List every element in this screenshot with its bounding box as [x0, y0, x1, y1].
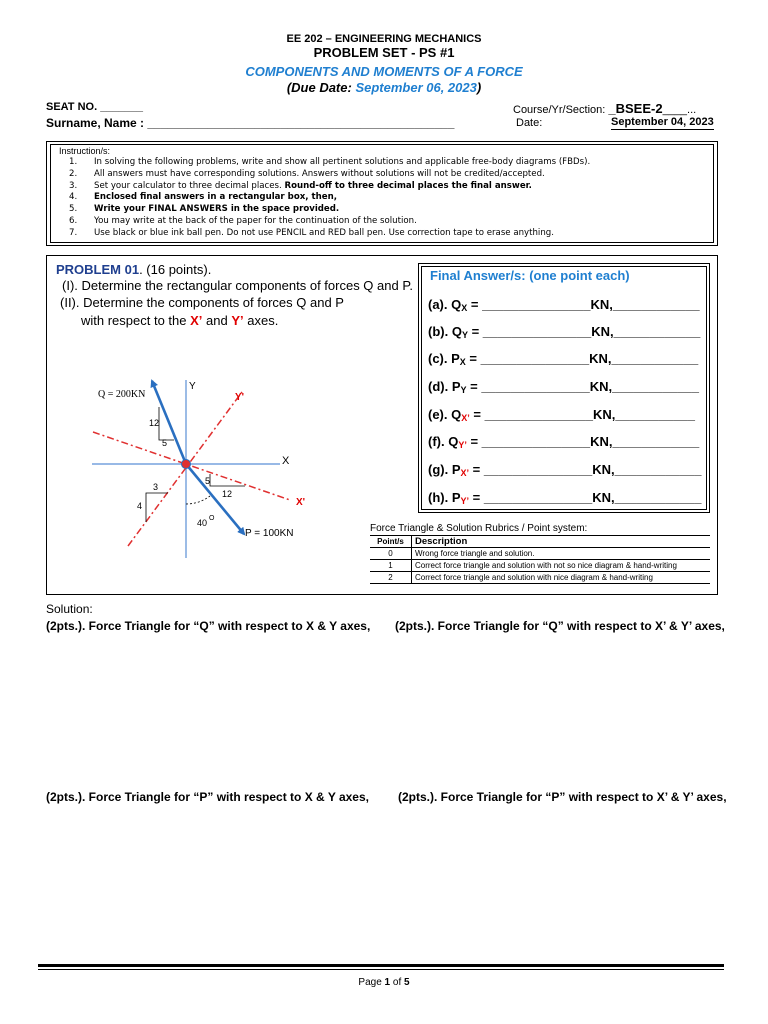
instruction-item: 7. Use black or blue ink ball pen. Do not use PENCIL and RED ball pen. Use correction tape to erase anything. — [69, 227, 554, 238]
table-row — [370, 548, 710, 560]
due-prefix: (Due Date: — [286, 80, 356, 95]
solution-p-xy: (2pts.). Force Triangle for “P” with respect to X & Y axes, — [46, 790, 369, 804]
xp-slope-run: 12 — [222, 489, 233, 499]
x-prime-axis-line — [93, 432, 290, 500]
force-diagram — [80, 370, 320, 570]
answer-py[interactable]: (d). $P_Y$ = _______________KN,____________ — [428, 379, 699, 395]
name-field[interactable]: Surname, Name : ______________________________________________ — [46, 116, 455, 130]
problem-number: PROBLEM 01 — [56, 262, 140, 277]
instruction-item: 5. Write your FINAL ANSWERS in the space provided. — [69, 204, 340, 215]
date-label: Date: — [516, 117, 543, 129]
rubric-desc: Correct force triangle and solution with not so nice diagram & hand-writing — [412, 560, 711, 572]
final-answers-title: Final Answer/s: (one point each) — [430, 268, 630, 283]
yp-slope-b: 4 — [137, 501, 143, 511]
force-p-arrow — [186, 464, 244, 534]
xp-slope-rise: 5 — [205, 476, 211, 486]
section-label: Course/Yr/Section: — [513, 104, 609, 116]
instruction-item: 3. Set your calculator to three decimal places. Round-off to three decimal places the final answer. — [69, 180, 532, 191]
problem-points: . (16 points). — [139, 262, 212, 277]
rubrics-title: Force Triangle & Solution Rubrics / Point system: — [370, 523, 588, 534]
rubric-desc: Correct force triangle and solution with nice diagram & hand-writing — [412, 572, 711, 584]
topic-title: COMPONENTS AND MOMENTS OF A FORCE — [245, 64, 523, 79]
due-suffix: ) — [476, 80, 482, 95]
rubric-desc: Wrong force triangle and solution. — [412, 548, 711, 560]
yp-axis-label: Y' — [235, 392, 245, 403]
problem-line-1: (I). Determine the rectangular components of forces Q and P. — [62, 278, 413, 293]
problem-heading — [56, 262, 211, 277]
answer-qy[interactable]: (b). $Q_Y$ = _______________KN,____________ — [428, 324, 701, 340]
angle-degree: O — [209, 515, 215, 522]
xp-axis-label: X' — [296, 497, 306, 508]
section-tail: ____... — [662, 104, 697, 116]
instruction-item: 6. You may write at the back of the paper for the continuation of the solution. — [69, 215, 417, 226]
seat-no-field[interactable]: SEAT NO. _______ — [46, 101, 144, 113]
xp-slope-triangle — [210, 474, 245, 486]
table-row — [370, 560, 710, 572]
q-slope-rise: 12 — [149, 418, 160, 428]
page-number: Page 1 of 5 — [358, 977, 410, 988]
rubrics-header-row — [370, 536, 710, 548]
instructions-title: Instruction/s: — [59, 146, 111, 156]
rubric-points: 1 — [370, 560, 412, 572]
instruction-item: 1. In solving the following problems, write and show all pertinent solutions and applicable free-body diagrams (FBDs). — [69, 157, 591, 167]
answer-qx[interactable]: (a). $Q_X$ = _______________KN,____________ — [428, 297, 700, 313]
y-prime-axis-line — [128, 392, 245, 546]
footer-rule-thin — [38, 969, 724, 970]
course-title: EE 202 – ENGINEERING MECHANICS — [286, 33, 482, 45]
angle-label: 40 — [197, 518, 208, 528]
rubrics-table — [370, 535, 710, 584]
table-row — [370, 572, 710, 584]
p-label: P = 100KN — [245, 528, 294, 539]
solution-p-xpyp: (2pts.). Force Triangle for “P” with respect to X’ & Y’ axes, — [398, 790, 727, 804]
date-value: September 04, 2023 — [611, 116, 714, 128]
rubric-points: 0 — [370, 548, 412, 560]
answer-qxp[interactable]: (e). $Q_{X’}$ = _______________KN,___________ — [428, 407, 695, 423]
y-axis-label: Y — [189, 381, 196, 392]
rubrics-head-points: Point/s — [370, 536, 412, 548]
instruction-item: 2. All answers must have corresponding solutions. Answers without solutions will not be credited/accepted. — [69, 168, 545, 179]
footer-rule-thick — [38, 964, 724, 967]
q-slope-run: 5 — [162, 438, 168, 448]
problem-line-2: (II). Determine the components of forces Q and P — [60, 295, 344, 310]
instructions-box — [46, 141, 718, 246]
due-date-value: September 06, 2023 — [355, 80, 477, 95]
instruction-item: 4. Enclosed final answers in a rectangular box, then, — [69, 192, 337, 203]
answer-pyp[interactable]: (h). $P_{Y’}$ = _______________KN,____________ — [428, 490, 702, 506]
yp-slope-a: 3 — [153, 482, 159, 492]
section-field[interactable] — [513, 101, 696, 116]
instructions-list — [69, 157, 590, 240]
q-label: Q = 200KN — [98, 389, 146, 400]
solution-q-xpyp: (2pts.). Force Triangle for “Q” with respect to X’ & Y’ axes, — [395, 619, 725, 633]
problem-set-title: PROBLEM SET - PS #1 — [313, 45, 455, 60]
answer-qyp[interactable]: (f). $Q_{Y’}$ = _______________KN,____________ — [428, 434, 700, 450]
x-axis-label: X — [282, 455, 290, 467]
problem-line-3: with respect to the X’ and Y’ axes. — [81, 313, 279, 328]
answer-pxp[interactable]: (g). $P_{X’}$ = _______________KN,____________ — [428, 462, 702, 478]
section-value: _BSEE-2 — [608, 101, 663, 116]
q-slope-triangle — [159, 407, 174, 440]
origin-point — [182, 460, 191, 469]
rubric-points: 2 — [370, 572, 412, 584]
solution-q-xy: (2pts.). Force Triangle for “Q” with respect to X & Y axes, — [46, 619, 371, 633]
rubrics-head-desc: Description — [412, 536, 711, 548]
answer-px[interactable]: (c). $P_X$ = _______________KN,____________ — [428, 351, 699, 367]
due-date — [0, 80, 768, 95]
solution-label: Solution: — [46, 602, 93, 616]
angle-arc — [186, 496, 210, 504]
